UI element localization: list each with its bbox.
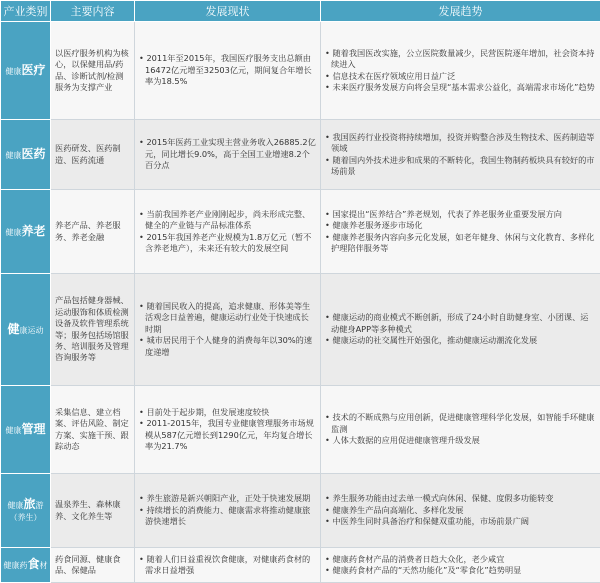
header-trend: 发展趋势 — [321, 1, 600, 22]
trend-bullet: • 健康运动的商业模式不断创新，形成了24小时自助健身室、小团课、运动健身APP等多种模式 — [325, 312, 596, 335]
status-bullet: • 2011年至2015年，我国医疗服务支出总额由16472亿元增至32503亿元，期间复合年增长率为18.5% — [139, 53, 316, 87]
status-bullet: • 持续增长的消费能力、健康需求将推动健康旅游快速增长 — [139, 505, 316, 528]
category-cell — [1, 190, 51, 274]
category-prefix: 健康 — [5, 151, 21, 160]
category-keyword: 健 — [7, 322, 19, 336]
trend-bullet: • 健康药食材产品的“天然功能化”及“零食化”趋势明显 — [325, 565, 596, 576]
trend-bullet: • 养生服务功能由过去单一模式向休闲、保健、度假多功能转变 — [325, 493, 596, 504]
trend-bullet: • 健康运动的社交属性开始强化，推动健康运动潮流化发展 — [325, 335, 596, 346]
trend-bullet: • 我国医药行业投资将持续增加，投资并购整合涉及生物技术、医药制造等领域 — [325, 132, 596, 155]
header-status: 发展现状 — [135, 1, 321, 22]
trend-bullet: • 国家提出“医养结合”养老规划，代表了养老服务业重要发展方向 — [325, 209, 596, 220]
content-cell: 医药研发、医药制造、医药流通 — [51, 120, 135, 190]
category-keyword: 医药 — [21, 147, 45, 161]
status-cell — [135, 548, 321, 583]
trend-cell — [321, 274, 600, 386]
trend-bullet: • 技术的不断成熟与应用创新，促进健康管理科学化发展，如智能手环健康监测 — [325, 412, 596, 435]
content-cell: 以医疗服务机构为核心，以保健用品/药品、诊断试剂/检测服务为支撑产业 — [51, 22, 135, 120]
trend-bullet: • 健康养老服务内容向多元化发展，如老年健身、休闲与文化教育、多样化护理陪伴服务等 — [325, 232, 596, 255]
content-cell: 药食同源、健康食品、保健品 — [51, 548, 135, 583]
category-prefix: 健康 — [5, 228, 21, 237]
trend-bullet: • 随着国内外技术进步和成果的不断转化，我国生物制药板块具有较好的市场前景 — [325, 155, 596, 178]
trend-cell — [321, 386, 600, 474]
status-bullet: • 2015年我国养老产业规模为1.8万亿元（暂不含养老地产），未来还有较大的发展空间 — [139, 232, 316, 255]
category-suffix: 材 — [40, 561, 48, 570]
header-category: 产业类别 — [1, 1, 51, 22]
status-bullet: • 随着国民收入的提高，追求健康、形体美等生活观念日益普遍，健康运动行业处于快速成长时期 — [139, 301, 316, 335]
trend-bullet: • 随着我国医改实施，公立医院数量减少，民营医院逐年增加，社会资本持续进入 — [325, 48, 596, 71]
status-bullet: • 城市居民用于个人健身的消费每年以30%的速度递增 — [139, 335, 316, 358]
trend-bullet: • 信息技术在医疗领域应用日益广泛 — [325, 71, 596, 82]
trend-bullet: • 人体大数据的应用促进健康管理升级发展 — [325, 435, 596, 446]
trend-bullet: • 健康药食材产品的消费者日趋大众化，老少咸宜 — [325, 554, 596, 565]
header-content: 主要内容 — [51, 1, 135, 22]
category-keyword: 食 — [27, 557, 39, 571]
trend-bullet: • 未来医疗服务发展方向将会呈现“基本需求公益化，高端需求市场化”趋势 — [325, 82, 596, 93]
status-bullet: • 目前处于起步期，但发展速度较快 — [139, 407, 316, 418]
header-row — [1, 1, 600, 22]
category-suffix: 康运动 — [20, 326, 44, 335]
category-keyword: 旅 — [23, 497, 35, 511]
status-cell — [135, 120, 321, 190]
table-row — [1, 548, 600, 583]
category-keyword: 养老 — [21, 224, 45, 238]
category-suffix: 游（养生） — [10, 501, 44, 522]
trend-cell — [321, 548, 600, 583]
category-prefix: 健康药 — [3, 561, 27, 570]
trend-bullet: • 中医养生同时具备治疗和保健双重功能，市场前景广阔 — [325, 516, 596, 527]
content-cell: 产品包括健身器械、运动服饰和体质检测设备及软件管理系统等；服务包括场馆服务、培训服务及管理咨询服务等 — [51, 274, 135, 386]
status-cell — [135, 274, 321, 386]
table-row — [1, 22, 600, 120]
trend-cell — [321, 474, 600, 548]
status-cell — [135, 190, 321, 274]
table-row — [1, 190, 600, 274]
status-bullet: • 养生旅游是新兴朝阳产业，正处于快速发展期 — [139, 493, 316, 504]
status-cell — [135, 22, 321, 120]
trend-cell — [321, 22, 600, 120]
trend-bullet: • 健康养老服务逐步市场化 — [325, 220, 596, 231]
content-cell: 温泉养生、森林康养、文化养生等 — [51, 474, 135, 548]
trend-cell — [321, 190, 600, 274]
status-bullet: • 2011-2015年，我国专业健康管理服务市场规模从587亿元增长到1290亿元，年均复合增长率为21.7% — [139, 418, 316, 452]
trend-bullet: • 健康养生产品向高端化、多样化发展 — [325, 505, 596, 516]
trend-cell — [321, 120, 600, 190]
table-row — [1, 386, 600, 474]
status-bullet: • 2015年医药工业实现主营业务收入26885.2亿元，同比增长9.0%，高于全国工业增速8.2个百分点 — [139, 137, 316, 171]
category-cell — [1, 22, 51, 120]
category-cell — [1, 386, 51, 474]
status-bullet: • 当前我国养老产业刚刚起步，尚未形成完整、健全的产业链与产品标准体系 — [139, 209, 316, 232]
status-bullet: • 随着人们日益重视饮食健康，对健康药食材的需求日益增强 — [139, 554, 316, 577]
status-cell — [135, 474, 321, 548]
table-row — [1, 474, 600, 548]
category-prefix: 健康 — [7, 501, 23, 510]
category-cell — [1, 548, 51, 583]
content-cell: 养老产品、养老服务、养老金融 — [51, 190, 135, 274]
table-row — [1, 120, 600, 190]
category-prefix: 健康 — [5, 426, 21, 435]
category-prefix: 健康 — [5, 67, 21, 76]
category-cell — [1, 474, 51, 548]
category-cell — [1, 120, 51, 190]
table-row — [1, 274, 600, 386]
category-keyword: 管理 — [21, 422, 45, 436]
category-cell — [1, 274, 51, 386]
category-keyword: 医疗 — [21, 63, 45, 77]
content-cell: 采集信息、建立档案、评估风险、制定方案、实施干预、跟踪动态 — [51, 386, 135, 474]
status-cell — [135, 386, 321, 474]
